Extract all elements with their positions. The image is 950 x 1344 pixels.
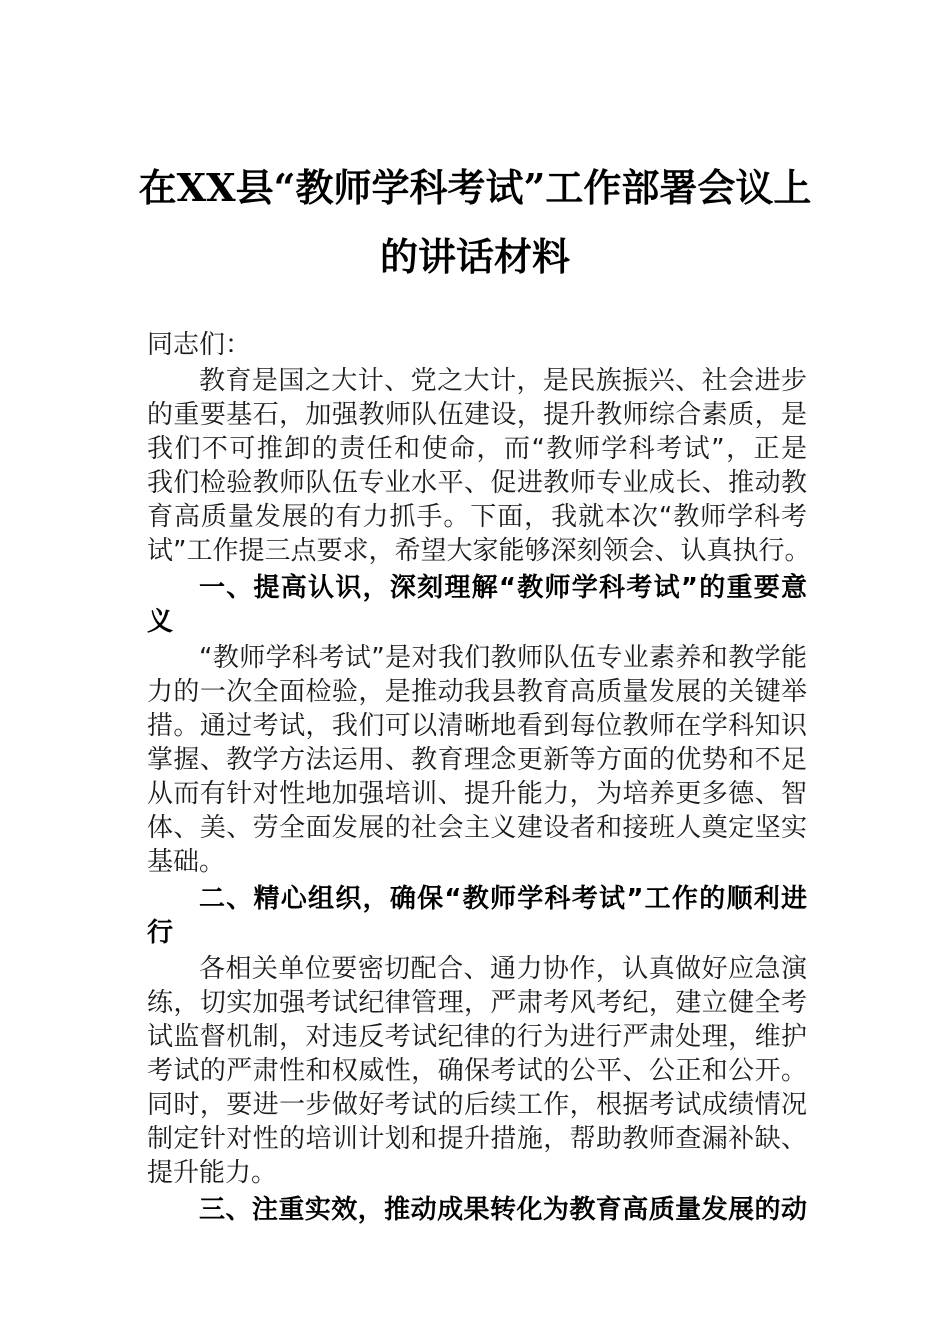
intro-line: 试”工作提三点要求，希望大家能够深刻领会、认真执行。 bbox=[147, 536, 811, 566]
section-1-line: 体、美、劳全面发展的社会主义建设者和接班人奠定坚实 bbox=[147, 813, 807, 843]
document-title-line-1: 在XX县“教师学科考试”工作部署会议上 bbox=[138, 165, 812, 210]
section-2-line: 制定针对性的培训计划和提升措施，帮助教师查漏补缺、 bbox=[147, 1124, 807, 1154]
intro-line: 的重要基石，加强教师队伍建设，提升教师综合素质，是 bbox=[147, 400, 807, 430]
section-1-line: “教师学科考试”是对我们教师队伍专业素养和教学能 bbox=[199, 643, 807, 673]
section-2-line: 同时，要进一步做好考试的后续工作，根据考试成绩情况 bbox=[147, 1090, 807, 1120]
intro-line: 教育是国之大计、党之大计，是民族振兴、社会进步 bbox=[199, 366, 807, 396]
section-1-heading: 义 bbox=[147, 607, 174, 637]
section-1-line: 基础。 bbox=[147, 847, 226, 877]
section-2-heading: 行 bbox=[147, 918, 174, 948]
intro-line: 我们检验教师队伍专业水平、促进教师专业成长、推动教 bbox=[147, 468, 807, 498]
section-1-line: 力的一次全面检验，是推动我县教育高质量发展的关键举 bbox=[147, 677, 807, 707]
section-2-line: 提升能力。 bbox=[147, 1158, 278, 1188]
section-1-heading: 一、提高认识，深刻理解“教师学科考试”的重要意 bbox=[199, 573, 807, 603]
intro-line: 我们不可推卸的责任和使命，而“教师学科考试”，正是 bbox=[147, 434, 807, 464]
intro-line: 育高质量发展的有力抓手。下面，我就本次“教师学科考 bbox=[147, 502, 807, 532]
salutation: 同志们： bbox=[147, 330, 252, 360]
section-1-line: 从而有针对性地加强培训、提升能力，为培养更多德、智 bbox=[147, 779, 807, 809]
section-1-line: 措。通过考试，我们可以清晰地看到每位教师在学科知识 bbox=[147, 711, 807, 741]
section-1-line: 掌握、教学方法运用、教育理念更新等方面的优势和不足 bbox=[147, 745, 807, 775]
section-3-heading: 三、注重实效，推动成果转化为教育高质量发展的动 bbox=[199, 1195, 807, 1225]
section-2-line: 试监督机制，对违反考试纪律的行为进行严肃处理，维护 bbox=[147, 1022, 807, 1052]
document-title-line-2: 的讲话材料 bbox=[379, 234, 570, 279]
section-2-line: 练，切实加强考试纪律管理，严肃考风考纪，建立健全考 bbox=[147, 988, 807, 1018]
section-2-line: 各相关单位要密切配合、通力协作，认真做好应急演 bbox=[199, 954, 807, 984]
section-2-heading: 二、精心组织，确保“教师学科考试”工作的顺利进 bbox=[199, 884, 807, 914]
section-2-line: 考试的严肃性和权威性，确保考试的公平、公正和公开。 bbox=[147, 1056, 807, 1086]
